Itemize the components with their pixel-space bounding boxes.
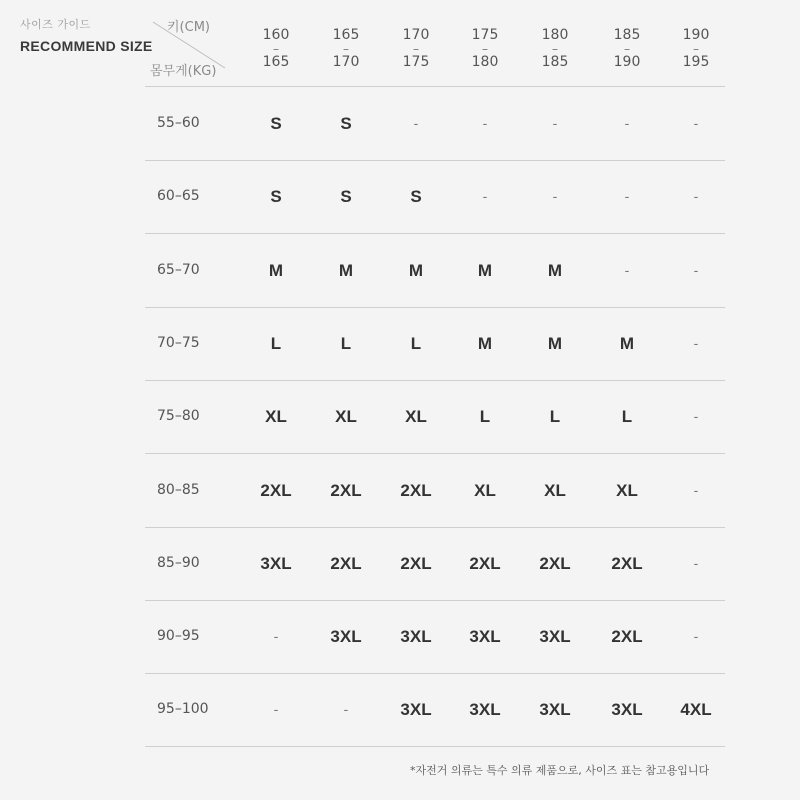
- size-cell: XL: [474, 480, 496, 500]
- size-cell: S: [410, 187, 422, 207]
- height-range-dash: –: [413, 42, 419, 56]
- height-column-header: [386, 28, 446, 70]
- size-cell: 2XL: [330, 480, 362, 500]
- size-cell-empty: -: [413, 115, 419, 131]
- size-cell-empty: -: [693, 188, 699, 205]
- size-cell: 3XL: [611, 700, 643, 720]
- size-cell-empty: -: [693, 261, 699, 278]
- size-cell: 2XL: [611, 553, 643, 573]
- size-cell: XL: [544, 480, 566, 500]
- height-range-end: 165: [262, 54, 290, 70]
- size-cell-empty: -: [624, 261, 630, 278]
- size-cell: M: [338, 260, 354, 280]
- size-cell: S: [270, 187, 282, 207]
- height-range-dash: –: [624, 42, 630, 56]
- size-cell: 2XL: [469, 553, 501, 573]
- size-cell-empty: -: [693, 334, 699, 351]
- size-cell: L: [270, 333, 282, 353]
- size-cell-empty: -: [273, 701, 279, 718]
- weight-range-label: 90–95: [157, 628, 200, 645]
- size-cell: 2XL: [400, 480, 432, 500]
- size-cell: 2XL: [539, 553, 571, 573]
- size-cell: M: [547, 260, 563, 280]
- size-cell-empty: -: [552, 115, 558, 131]
- height-range-dash: –: [343, 42, 349, 56]
- table-row: [145, 380, 725, 454]
- size-cell: S: [340, 187, 352, 207]
- size-cell: 2XL: [260, 480, 292, 500]
- side-subtitle: 사이즈 가이드: [20, 18, 91, 31]
- height-axis-label: 키(CM): [167, 20, 210, 35]
- height-column-header: [455, 28, 515, 70]
- size-cell: 3XL: [400, 627, 432, 647]
- table-row: [145, 600, 725, 674]
- height-range-end: 190: [613, 54, 641, 70]
- height-range-end: 185: [541, 54, 569, 70]
- size-cell: L: [549, 407, 561, 427]
- size-cell: S: [340, 114, 352, 133]
- height-column-header: [316, 28, 376, 70]
- size-cell-empty: -: [624, 115, 630, 131]
- side-title-block: [20, 16, 153, 54]
- size-cell: M: [268, 260, 284, 280]
- table-header: [145, 0, 725, 87]
- size-cell: L: [410, 333, 422, 353]
- size-cell: 4XL: [680, 700, 712, 720]
- height-column-header: [597, 28, 657, 70]
- height-range-dash: –: [273, 42, 279, 56]
- height-range-start: 190: [682, 27, 710, 43]
- height-range-start: 175: [471, 27, 499, 43]
- size-cell: 2XL: [611, 627, 643, 647]
- size-cell-empty: -: [693, 481, 699, 498]
- height-range-end: 170: [332, 54, 360, 70]
- height-range-start: 160: [262, 27, 290, 43]
- size-cell: 2XL: [400, 553, 432, 573]
- weight-range-label: 95–100: [157, 701, 209, 718]
- weight-range-label: 60–65: [157, 188, 200, 205]
- height-column-header: [246, 28, 306, 70]
- height-range-start: 170: [402, 27, 430, 43]
- weight-range-label: 70–75: [157, 334, 200, 351]
- size-cell: 3XL: [469, 627, 501, 647]
- size-cell-empty: -: [624, 188, 630, 205]
- size-cell-empty: -: [693, 628, 699, 645]
- height-range-dash: –: [552, 42, 558, 56]
- size-cell: L: [479, 407, 491, 427]
- size-cell-empty: -: [693, 408, 699, 425]
- table-row: [145, 234, 725, 308]
- size-cell: M: [477, 333, 493, 353]
- size-cell: XL: [616, 480, 638, 500]
- weight-range-label: 65–70: [157, 261, 200, 278]
- height-range-end: 180: [471, 54, 499, 70]
- size-cell: L: [621, 407, 633, 427]
- size-cell-empty: -: [693, 554, 699, 571]
- size-cell: 3XL: [539, 700, 571, 720]
- height-range-end: 175: [402, 54, 430, 70]
- table-row: [145, 673, 725, 747]
- height-range-end: 195: [682, 54, 710, 70]
- height-column-header: [666, 28, 726, 70]
- size-cell-empty: -: [273, 628, 279, 645]
- size-cell-empty: -: [693, 115, 699, 131]
- table-row: [145, 87, 725, 161]
- size-cell: 2XL: [330, 553, 362, 573]
- weight-axis-label: 몸무게(KG): [150, 64, 217, 79]
- size-cell-empty: -: [343, 701, 349, 718]
- size-cell: 3XL: [330, 627, 362, 647]
- height-range-start: 180: [541, 27, 569, 43]
- size-cell: 3XL: [539, 627, 571, 647]
- table-row: [145, 307, 725, 381]
- table-row: [145, 454, 725, 528]
- size-cell: XL: [405, 407, 427, 427]
- size-cell-empty: -: [482, 188, 488, 205]
- size-cell: L: [340, 333, 352, 353]
- weight-range-label: 85–90: [157, 554, 200, 571]
- footnote: *자전거 의류는 특수 의류 제품으로, 사이즈 표는 참고용입니다: [410, 764, 710, 777]
- height-range-start: 165: [332, 27, 360, 43]
- size-cell: M: [547, 333, 563, 353]
- size-cell: 3XL: [260, 553, 292, 573]
- height-range-start: 185: [613, 27, 641, 43]
- size-cell: 3XL: [400, 700, 432, 720]
- size-cell: S: [270, 114, 282, 133]
- size-cell-empty: -: [552, 188, 558, 205]
- size-cell: M: [619, 333, 635, 353]
- height-range-dash: –: [482, 42, 488, 56]
- weight-range-label: 55–60: [157, 115, 200, 131]
- height-range-dash: –: [693, 42, 699, 56]
- height-column-header: [525, 28, 585, 70]
- size-cell: 3XL: [469, 700, 501, 720]
- weight-range-label: 75–80: [157, 408, 200, 425]
- table-row: [145, 527, 725, 601]
- size-cell: M: [477, 260, 493, 280]
- size-cell: XL: [265, 407, 287, 427]
- weight-range-label: 80–85: [157, 481, 200, 498]
- table-row: [145, 160, 725, 234]
- side-title: RECOMMEND SIZE: [20, 38, 153, 54]
- size-cell: M: [408, 260, 424, 280]
- size-cell-empty: -: [482, 115, 488, 131]
- size-cell: XL: [335, 407, 357, 427]
